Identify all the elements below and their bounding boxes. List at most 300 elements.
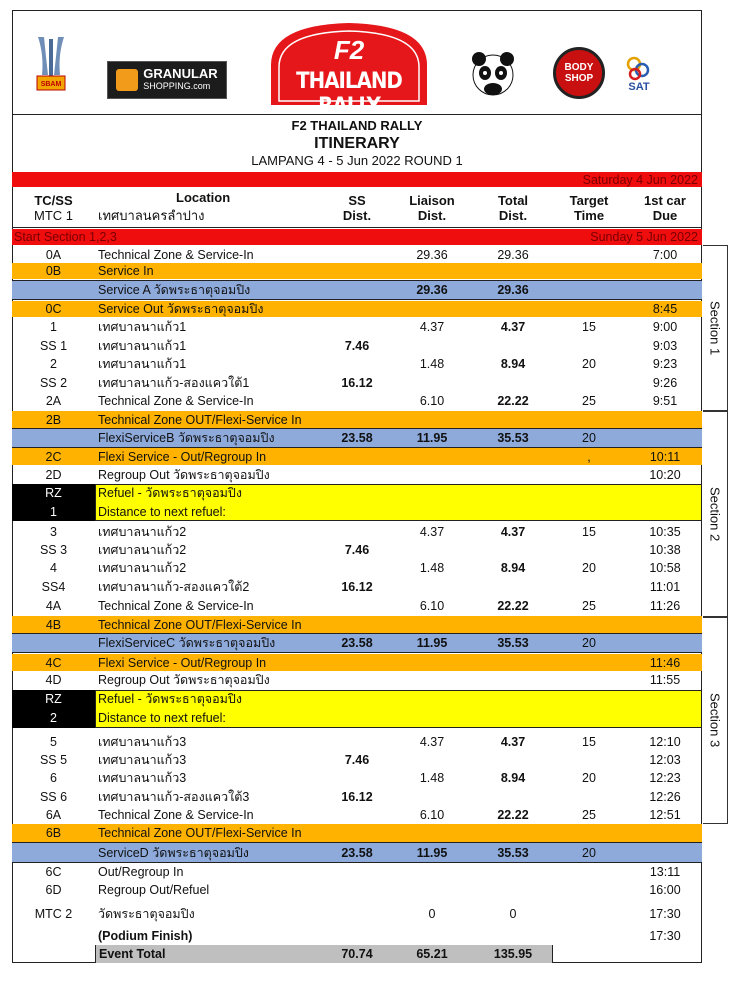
- cell-tar: 20: [582, 357, 596, 371]
- cell-tot: [482, 751, 544, 769]
- section-3-label: [703, 617, 728, 824]
- col-header-mtc1: MTC 1: [34, 207, 73, 223]
- col-header-target-l2: Time: [573, 207, 605, 223]
- cell-tar: [560, 654, 618, 671]
- cell-tar: 25: [582, 394, 596, 408]
- cell-loc: เทศบาลนาแก้ว3: [98, 771, 187, 785]
- cell-tc: 6: [50, 771, 57, 785]
- f2-logo-text: F2: [333, 35, 365, 65]
- cell-tar: [560, 945, 618, 963]
- table-row: [12, 842, 702, 863]
- granular-logo-sub: SHOPPING.com: [143, 81, 211, 91]
- cell-ss: [330, 355, 384, 373]
- cell-lia: 6.10: [419, 394, 445, 408]
- cell-loc: เทศบาลนาแก้ว3: [98, 734, 187, 749]
- cell-tar: [560, 541, 618, 559]
- cell-tc: 1: [12, 502, 95, 521]
- cell-lia: [402, 263, 462, 279]
- cell-tot: [482, 373, 544, 392]
- cell-due: 9:03: [652, 338, 678, 353]
- table-row: [12, 559, 702, 577]
- cell-ss: [330, 246, 384, 263]
- cell-tot: 4.37: [500, 734, 526, 749]
- cell-lia: 0: [428, 907, 436, 921]
- cell-lia: 6.10: [419, 598, 445, 613]
- document-title-block: [13, 115, 701, 169]
- cell-loc: เทศบาลนาแก้ว2: [98, 524, 187, 539]
- cell-loc: เทศบาลนาแก้ว3: [98, 753, 187, 767]
- cell-ss: [330, 301, 384, 317]
- sat-logo: [619, 51, 659, 97]
- cell-tot: [482, 484, 544, 502]
- cell-tot: 0: [509, 907, 517, 921]
- cell-tot: 22.22: [497, 598, 529, 613]
- event-date-round: LAMPANG 4 - 5 Jun 2022 ROUND 1: [251, 153, 463, 168]
- cell-tot: [482, 411, 544, 428]
- cell-lia: [402, 616, 462, 633]
- cell-tc: [12, 634, 95, 652]
- cell-tc: [12, 843, 95, 862]
- table-row: [12, 596, 702, 615]
- cell-tot: [482, 690, 544, 708]
- cell-tc: SS 1: [39, 338, 68, 353]
- cell-tot: [482, 448, 544, 465]
- table-row: [12, 318, 702, 336]
- cell-due: [632, 281, 698, 299]
- cell-lia: [402, 690, 462, 708]
- cell-tot: [482, 336, 544, 355]
- cell-loc: เทศบาลนาแก้ว-สองแควใต้2: [98, 579, 250, 594]
- table-row: [12, 428, 702, 448]
- cell-tc: SS 2: [39, 375, 68, 390]
- cell-tar: [560, 881, 618, 899]
- table-row: [12, 671, 702, 688]
- cell-due: [632, 843, 698, 862]
- cell-due: 17:30: [649, 907, 681, 921]
- cell-ss: [330, 559, 384, 577]
- cell-due: [632, 263, 698, 279]
- cell-tc: 4: [50, 561, 57, 575]
- col-header-total-l2: Dist.: [498, 207, 528, 223]
- cell-ss: [330, 824, 384, 842]
- cell-lia: [402, 881, 462, 899]
- cell-ss: [330, 448, 384, 465]
- cell-ss: 16.12: [341, 579, 373, 594]
- cell-tc: 6C: [45, 865, 62, 879]
- cell-lia: 4.37: [419, 734, 445, 749]
- cell-tot: [482, 926, 544, 945]
- cell-lia: 65.21: [416, 947, 448, 961]
- cell-loc: Technical Zone OUT/Flexi-Service In: [98, 617, 302, 632]
- start-section-label: Start Section 1,2,3: [14, 230, 117, 244]
- cell-due: 13:11: [649, 865, 681, 879]
- cell-tot: [482, 654, 544, 671]
- cell-ss: [330, 522, 384, 541]
- cell-tc: 4D: [45, 672, 62, 687]
- cell-ss: [330, 881, 384, 899]
- cell-loc: เทศบาลนาแก้ว2: [98, 561, 187, 575]
- cell-tar: [560, 502, 618, 521]
- cell-tc: 2: [12, 708, 95, 728]
- cell-tar: 25: [582, 598, 596, 613]
- cell-tc: [12, 281, 95, 299]
- cell-lia: [402, 751, 462, 769]
- cell-loc: Regroup Out วัดพระธาตุจอมปิง: [98, 672, 270, 687]
- cell-ss: 23.58: [341, 636, 373, 650]
- cell-tot: 29.36: [497, 283, 529, 297]
- table-row: [12, 280, 702, 300]
- cell-tot: [482, 824, 544, 842]
- cell-tc: 3: [50, 524, 57, 539]
- cell-due: 9:23: [652, 357, 678, 371]
- table-row: [12, 246, 702, 263]
- cell-loc: เทศบาลนาแก้ว1: [98, 320, 187, 334]
- granular-logo: [107, 61, 227, 99]
- cell-ss: [330, 502, 384, 521]
- start-section-banner: [12, 229, 702, 245]
- cell-due: 12:23: [649, 771, 681, 785]
- table-row: [12, 732, 702, 751]
- cell-tar: [560, 824, 618, 842]
- cell-tc: [12, 429, 95, 447]
- cell-loc: Service A วัดพระธาตุจอมปิง: [98, 283, 251, 297]
- cell-tar: 25: [582, 808, 596, 822]
- cell-tot: 4.37: [500, 320, 526, 334]
- cell-loc: FlexiServiceB วัดพระธาตุจอมปิง: [98, 431, 275, 445]
- cell-ss: 7.46: [344, 338, 370, 353]
- cell-loc: Refuel - วัดพระธาตุจอมปิง: [95, 690, 702, 708]
- cell-tc: 2: [50, 357, 57, 371]
- cell-loc: Refuel - วัดพระธาตุจอมปิง: [95, 484, 702, 502]
- cell-due: 8:45: [652, 302, 678, 316]
- table-row: [12, 466, 702, 483]
- cell-due: 10:35: [649, 524, 681, 539]
- col-header-tcss-label: TC/SS: [34, 192, 73, 208]
- cell-tar: ,: [587, 449, 591, 464]
- cell-tar: [560, 616, 618, 633]
- cell-ss: [330, 263, 384, 279]
- cell-loc: Service In: [98, 264, 154, 278]
- cell-loc: เทศบาลนาแก้ว1: [98, 338, 187, 353]
- sat-rings-icon: [622, 55, 656, 81]
- cell-ss: 23.58: [341, 431, 373, 445]
- table-row: [12, 806, 702, 824]
- cell-tar: [560, 246, 618, 263]
- cell-tot: 22.22: [497, 808, 529, 822]
- cell-loc: Technical Zone OUT/Flexi-Service In: [98, 412, 302, 427]
- cell-lia: 1.48: [419, 357, 445, 371]
- cell-due: [632, 634, 698, 652]
- cell-tot: [482, 301, 544, 317]
- cell-tar: [560, 263, 618, 279]
- table-row: [12, 301, 702, 317]
- cell-due: [632, 708, 698, 728]
- cell-lia: 11.95: [416, 845, 448, 860]
- cell-ss: [330, 392, 384, 410]
- cell-ss: [330, 281, 384, 299]
- sponsor-logo-bar: [13, 11, 701, 119]
- cell-due: 17:30: [649, 928, 681, 943]
- cell-tc: 5: [50, 734, 57, 749]
- document-title: ITINERARY: [314, 135, 400, 152]
- col-header-target: [560, 188, 618, 227]
- cell-tar: [560, 484, 618, 502]
- table-row: [12, 484, 702, 502]
- cell-tot: 8.94: [500, 357, 526, 371]
- table-row: [12, 751, 702, 769]
- cell-ss: 7.46: [344, 543, 370, 557]
- cell-due: 12:10: [649, 734, 681, 749]
- section-1-label: [703, 245, 728, 411]
- cell-due: 7:00: [652, 247, 678, 262]
- cell-due: [632, 411, 698, 428]
- cell-due: [632, 429, 698, 447]
- cell-tc: MTC 2: [34, 907, 73, 921]
- cell-tar: [560, 690, 618, 708]
- cell-lia: 29.36: [416, 283, 448, 297]
- cell-tc: RZ: [12, 690, 95, 708]
- cell-tar: 20: [582, 636, 596, 650]
- cell-tc: SS 6: [39, 789, 68, 804]
- cell-tc: 0B: [45, 264, 62, 278]
- cell-loc: เทศบาลนาแก้ว-สองแควใต้3: [98, 789, 250, 804]
- cell-loc: (Podium Finish): [98, 928, 193, 943]
- table-row: [12, 863, 702, 881]
- cell-ss: [330, 484, 384, 502]
- cell-tar: [560, 863, 618, 881]
- col-header-total-l1: Total: [497, 192, 529, 208]
- cell-tc: SS 3: [39, 543, 68, 557]
- cell-ss: [330, 769, 384, 787]
- cell-tc: 4B: [45, 617, 62, 632]
- cell-tc: 2A: [45, 394, 62, 408]
- cell-lia: [402, 787, 462, 806]
- col-header-ss-l1: SS: [348, 192, 366, 208]
- cell-ss: [330, 671, 384, 688]
- cell-tar: [560, 926, 618, 945]
- table-row: [12, 708, 702, 728]
- cell-tc: 2D: [45, 467, 62, 482]
- cell-tot: [482, 708, 544, 728]
- cell-due: 11:46: [649, 655, 681, 670]
- cell-loc: Technical Zone & Service-In: [98, 808, 254, 822]
- cell-lia: 29.36: [416, 247, 448, 262]
- cell-lia: 6.10: [419, 808, 445, 822]
- cell-loc: Distance to next refuel:: [95, 502, 702, 521]
- cell-tot: 135.95: [493, 947, 533, 961]
- thailand-rally-logo: [267, 19, 431, 119]
- cell-tot: [482, 671, 544, 688]
- panda-icon: [465, 49, 521, 105]
- cell-tot: [482, 881, 544, 899]
- cell-lia: [402, 671, 462, 688]
- table-row: [12, 392, 702, 410]
- cell-tc: RZ: [12, 484, 95, 502]
- cell-tot: [482, 541, 544, 559]
- cell-tar: [560, 787, 618, 806]
- table-row: [12, 522, 702, 541]
- cell-lia: [402, 926, 462, 945]
- cell-ss: 16.12: [341, 789, 373, 804]
- col-header-location-label: Location: [176, 189, 231, 205]
- cell-loc: Regroup Out/Refuel: [98, 883, 210, 897]
- granular-box-icon: [116, 69, 138, 91]
- cell-tot: 4.37: [500, 524, 526, 539]
- cell-lia: [402, 577, 462, 596]
- cell-tot: 29.36: [497, 247, 529, 262]
- table-row: [12, 633, 702, 653]
- cell-lia: 11.95: [416, 431, 448, 445]
- cell-ss: [330, 616, 384, 633]
- cell-ss: 23.58: [341, 845, 373, 860]
- cell-ss: [330, 863, 384, 881]
- cell-tc: 4C: [45, 655, 62, 670]
- cell-tc: 0A: [45, 247, 62, 262]
- cell-tar: [560, 336, 618, 355]
- cell-tc: 1: [50, 320, 57, 334]
- cell-due: [632, 945, 698, 963]
- cell-tc: 6A: [45, 808, 62, 822]
- table-row: [12, 690, 702, 708]
- panda-logo: [465, 49, 521, 105]
- cell-lia: [402, 541, 462, 559]
- table-row: [12, 373, 702, 392]
- cell-lia: [402, 411, 462, 428]
- column-header-row: [12, 188, 702, 228]
- cell-lia: [402, 448, 462, 465]
- cell-ss: 16.12: [341, 375, 373, 390]
- cell-due: [632, 616, 698, 633]
- body-shop-logo-text: BODY SHOP: [564, 62, 594, 84]
- cell-tar: 20: [582, 845, 596, 860]
- cell-tar: [560, 708, 618, 728]
- cell-due: 16:00: [649, 883, 681, 897]
- cell-loc: Technical Zone & Service-In: [98, 394, 254, 408]
- table-row: [12, 787, 702, 806]
- cell-tar: 15: [582, 734, 596, 749]
- section-2-label: [703, 411, 728, 617]
- cell-lia: 4.37: [419, 524, 445, 539]
- cell-loc: ServiceD วัดพระธาตุจอมปิง: [98, 845, 249, 860]
- cell-tar: [560, 373, 618, 392]
- table-row: [12, 902, 702, 926]
- cell-tar: [560, 577, 618, 596]
- cell-tc: [12, 945, 95, 963]
- cell-due: 10:20: [649, 467, 681, 482]
- cell-tc: SS 5: [39, 753, 68, 767]
- cell-lia: 1.48: [419, 771, 445, 785]
- col-header-location-city: เทศบาลนครลำปาง: [98, 207, 205, 223]
- cell-tc: 0C: [45, 302, 62, 316]
- table-row: [12, 945, 702, 963]
- cell-tot: [482, 502, 544, 521]
- cell-loc: วัดพระธาตุจอมปิง: [98, 907, 195, 921]
- cell-tc: 6B: [45, 826, 62, 840]
- col-header-ss-l2: Dist.: [342, 207, 372, 223]
- granular-logo-name: GRANULAR: [143, 66, 218, 81]
- col-header-liaison-l2: Dist.: [417, 207, 447, 223]
- col-header-target-l1: Target: [569, 192, 609, 208]
- cell-due: 10:58: [649, 561, 681, 575]
- cell-tar: [560, 281, 618, 299]
- thailand-rally-logo-text: THAILAND RALLY: [296, 69, 402, 119]
- cell-due: [632, 484, 698, 502]
- table-row: [12, 881, 702, 899]
- cell-due: [632, 690, 698, 708]
- cell-ss: [330, 926, 384, 945]
- cell-tar: [560, 902, 618, 926]
- cell-tot: 35.53: [497, 636, 529, 650]
- cell-tot: 8.94: [500, 771, 526, 785]
- cell-tar: [560, 411, 618, 428]
- cell-loc: Technical Zone & Service-In: [98, 598, 254, 613]
- cell-lia: 4.37: [419, 320, 445, 334]
- table-row: [12, 502, 702, 521]
- cell-due: 12:03: [649, 753, 681, 767]
- cell-lia: 11.95: [416, 636, 448, 650]
- table-row: [12, 616, 702, 633]
- cell-loc: เทศบาลนาแก้ว1: [98, 357, 187, 371]
- col-header-liaison-l1: Liaison: [409, 192, 455, 208]
- col-header-first-car: [632, 188, 698, 227]
- cell-loc: Regroup Out วัดพระธาตุจอมปิง: [98, 467, 270, 482]
- sbam-logo: [31, 25, 71, 100]
- cell-loc: Technical Zone OUT/Flexi-Service In: [98, 826, 302, 840]
- table-row: [12, 541, 702, 559]
- cell-ss: [330, 411, 384, 428]
- cell-loc: Flexi Service - Out/Regroup In: [98, 449, 267, 464]
- cell-due: 9:51: [652, 394, 678, 408]
- cell-lia: [402, 708, 462, 728]
- cell-due: 12:51: [649, 808, 681, 822]
- sbam-logo-text: SBAM: [40, 81, 62, 88]
- cell-tar: 20: [582, 771, 596, 785]
- cell-tot: [482, 863, 544, 881]
- cell-loc: Out/Regroup In: [98, 865, 184, 879]
- cell-tar: [560, 671, 618, 688]
- col-header-ss: [330, 188, 384, 227]
- cell-ss: [330, 690, 384, 708]
- table-row: [12, 926, 702, 945]
- cell-due: 9:00: [652, 320, 678, 334]
- col-header-first-l2: Due: [652, 207, 678, 223]
- col-header-total: [482, 188, 544, 227]
- cell-tar: [560, 301, 618, 317]
- col-header-tcss: [12, 188, 95, 227]
- cell-tar: 15: [582, 320, 596, 334]
- cell-tot: 35.53: [497, 845, 529, 860]
- cell-lia: [402, 466, 462, 483]
- cell-tot: [482, 466, 544, 483]
- table-row: [12, 355, 702, 373]
- cell-tot: [482, 787, 544, 806]
- table-row: [12, 263, 702, 279]
- cell-lia: [402, 336, 462, 355]
- cell-due: 11:01: [649, 579, 681, 594]
- saturday-date: Saturday 4 Jun 2022: [582, 172, 698, 187]
- cell-loc: Distance to next refuel:: [95, 708, 702, 728]
- cell-loc: Technical Zone & Service-In: [98, 247, 254, 262]
- cell-due: 9:26: [652, 375, 678, 390]
- cell-due: [632, 824, 698, 842]
- section-2-text: Section 2: [707, 486, 723, 542]
- cell-lia: [402, 502, 462, 521]
- section-1-text: Section 1: [707, 300, 723, 356]
- sat-logo-text: SAT: [628, 81, 650, 93]
- cell-loc: เทศบาลนาแก้ว2: [98, 543, 187, 557]
- cell-ss: [330, 466, 384, 483]
- cell-due: [632, 502, 698, 521]
